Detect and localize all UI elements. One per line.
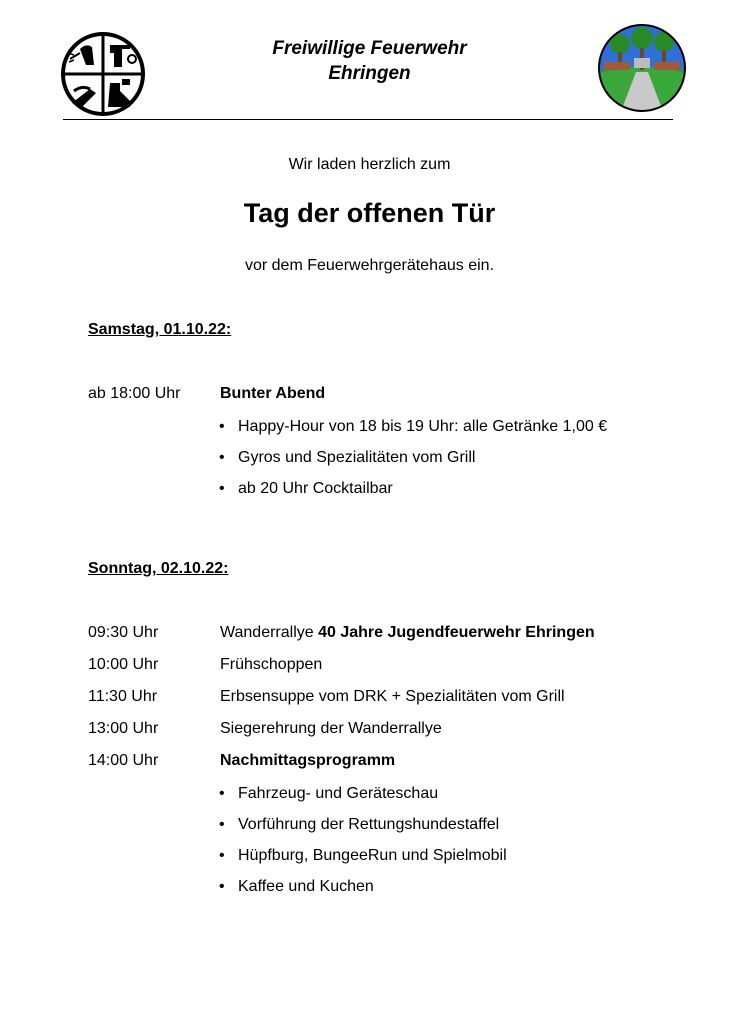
org-name-line1: Freiwillige Feuerwehr xyxy=(272,38,467,59)
schedule-time: 10:00 Uhr xyxy=(88,656,159,673)
schedule-title: Bunter Abend xyxy=(220,385,326,402)
schedule-time: 13:00 Uhr xyxy=(88,720,159,737)
schedule-description: Wanderrallye 40 Jahre Jugendfeuerwehr Ehringen xyxy=(220,624,595,641)
bullet-icon: • xyxy=(219,816,225,833)
bullet-icon: • xyxy=(219,418,225,435)
schedule-description: Erbsensuppe vom DRK + Spezialitäten vom Grill xyxy=(220,688,565,705)
event-title: Tag der offenen Tür xyxy=(243,198,496,228)
header-divider xyxy=(63,119,673,120)
saturday-heading: Samstag, 01.10.22: xyxy=(88,321,232,338)
schedule-time: ab 18:00 Uhr xyxy=(88,385,181,402)
bullet-icon: • xyxy=(219,847,225,864)
schedule-title: Nachmittagsprogramm xyxy=(220,752,396,769)
org-name-line2: Ehringen xyxy=(328,63,411,84)
schedule-description: Frühschoppen xyxy=(220,656,323,673)
bullet-icon: • xyxy=(219,480,225,497)
event-location: vor dem Feuerwehrgerätehaus ein. xyxy=(244,257,495,274)
schedule-time: 09:30 Uhr xyxy=(88,624,159,641)
sunday-heading: Sonntag, 02.10.22: xyxy=(88,560,229,577)
schedule-time: 11:30 Uhr xyxy=(88,688,158,705)
village-coat-of-arms-icon xyxy=(596,22,688,114)
bullet-icon: • xyxy=(219,449,225,466)
bullet-icon: • xyxy=(219,878,225,895)
schedule-time: 14:00 Uhr xyxy=(88,752,159,769)
schedule-description: Siegerehrung der Wanderrallye xyxy=(220,720,442,737)
bullet-icon: • xyxy=(219,785,225,802)
invitation-intro: Wir laden herzlich zum xyxy=(288,156,451,173)
